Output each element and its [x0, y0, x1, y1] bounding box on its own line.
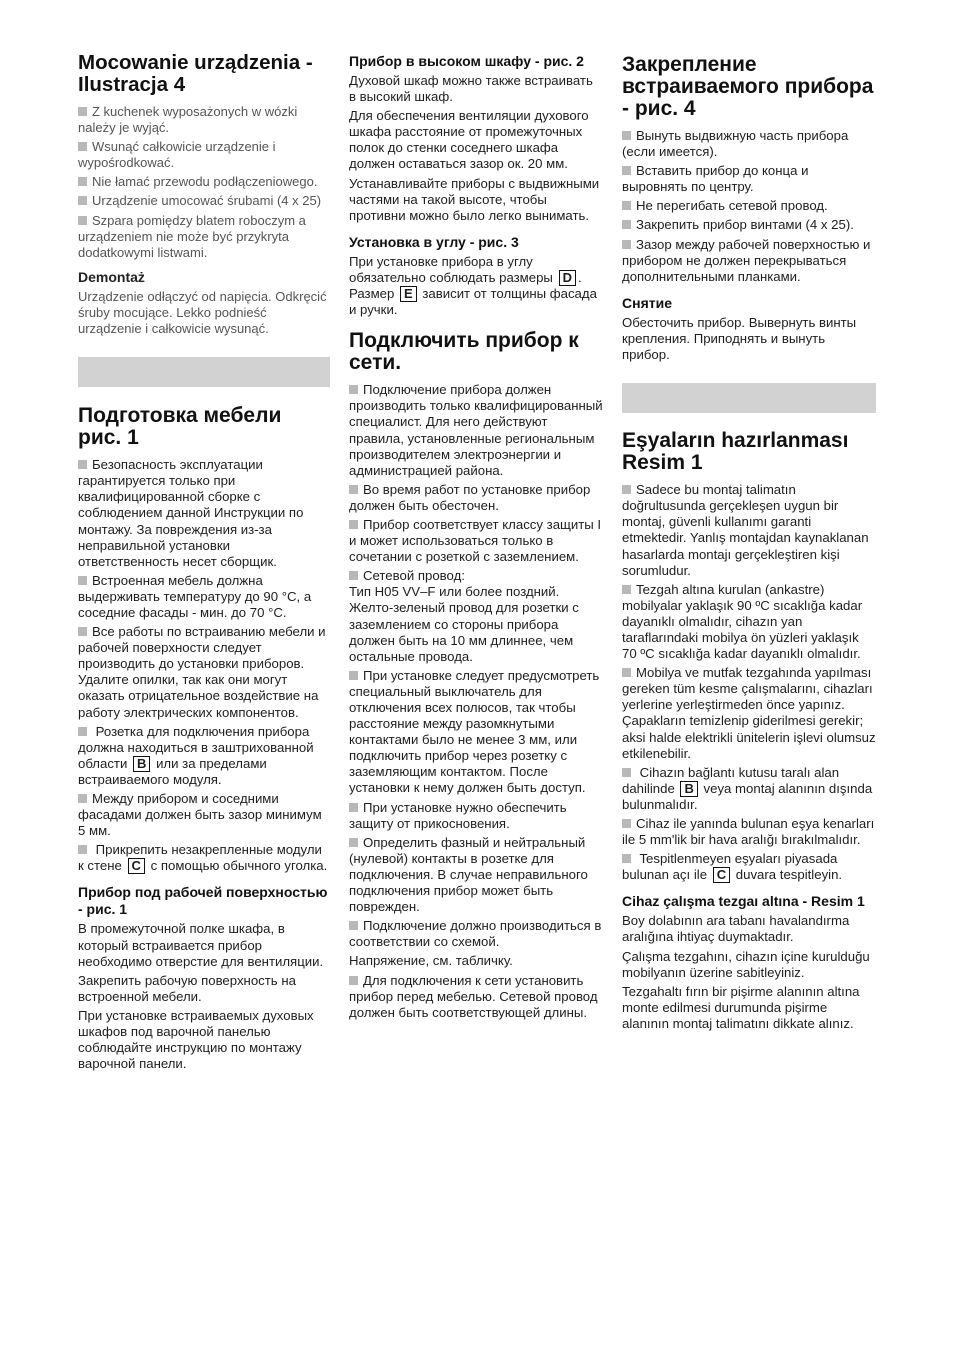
removal-text: Обесточить прибор. Вывернуть винты крепления. Приподнять и вынуть прибор.: [622, 314, 857, 363]
fixing-item-3: Не перегибать сетевой провод.: [622, 198, 876, 214]
label-box-e: E: [400, 286, 417, 302]
tr-item-2: Tezgah altına kurulan (ankastre) mobilyalar yaklaşık 90 ºC sıcaklığa kadar dayanıklı olmalıdır, cihazın yan taraflarındaki mobilya ön yüzleri yaklaşık 70 ºC sıcaklığa kadar dayanıklı olmalıdır.: [622, 582, 876, 662]
tall-cabinet-para-2: Для обеспечения вентиляции духового шкафа расстояние от промежуточных полок до стенки соседнего шкафа должен оставаться зазор ок. 20 мм.: [349, 108, 589, 172]
connect-title: Подключить прибор к сети.: [349, 329, 579, 375]
fixing-item-1: Вынуть выдвижную часть прибора (если имеется).: [622, 128, 876, 160]
ru-item6-text-b: с помощью обычного уголка.: [150, 858, 328, 874]
tall-cabinet-heading: Прибор в высоком шкафу - рис. 2: [349, 53, 584, 69]
turkish-title: Eşyaların hazırlanması Resim 1: [622, 429, 849, 475]
ru-item4-text-a: Розетка для подключения прибора должна находиться в заштрихованной области: [78, 723, 314, 771]
polish-item-2: Wsunąć całkowicie urządzenie i wypośrodkować.: [78, 139, 330, 171]
tr-under-counter-para-2: Çalışma tezgahını, cihazın içine kurulduğu mobilyanın üzerine sabitleyiniz.: [622, 948, 870, 980]
polish-item-1: Z kuchenek wyposażonych w wózki należy je wyjąć.: [78, 104, 330, 136]
tall-cabinet-para-1: Духовой шкаф можно также встраивать в высокий шкаф.: [349, 73, 593, 105]
tr-item-5: Cihaz ile yanında bulunan eşya kenarları ile 5 mm'lik bir hava aralığı bırakılmalıdır.: [622, 816, 875, 848]
ru-under-counter-heading: Прибор под рабочей поверхностью - рис. 1: [78, 884, 328, 918]
connect-item-5: При установке нужно обеспечить защиту от прикосновения.: [349, 800, 603, 832]
fixing-item-4: Закрепить прибор винтами (4 x 25).: [622, 217, 876, 233]
fixing-section: [622, 0, 876, 363]
connect-item-7: Подключение должно производиться в соответствии со схемой.: [349, 918, 602, 950]
connect-item-6: Определить фазный и нейтральный (нулевой) контакты в розетке для подключения. В случае неправильного подключения прибор может быть поврежден.: [349, 835, 603, 915]
label-box-d: D: [559, 270, 576, 286]
tr-under-counter-heading: Cihaz çalışma tezgaı altına - Resim 1: [622, 893, 865, 910]
tr-item-1: Sadece bu montaj talimatın doğrultusunda gerçekleşen uygun bir montaj, güvenli kullanımı garanti etmektedir. Yanlış montajdan kaynaklanan hasarlarda montajı gerçekleştiren kişi sorumludur.: [622, 482, 876, 579]
russian-furniture-title: Подготовка мебели рис. 1: [78, 404, 282, 450]
tr-item-3: Mobilya ve mutfak tezgahında yapılması gereken tüm kesme çalışmalarını, cihazları yerlerine yerleştirmeden önce yapınız. Çapakların temizlenip giderilmesi gerekir; aksi halde elektrikli ünitelerin işlevi olumsuz etkilenebilir.: [622, 665, 876, 761]
ru-furniture-item-2: Встроенная мебель должна выдерживать температуру до 90 °C, а соседние фасады - мин. до 70 °C.: [78, 573, 330, 621]
ru-item4-text-b: или за пределами встраиваемого модуля.: [78, 755, 267, 787]
tr-item-6: [622, 851, 876, 883]
connect-item-4: При установке следует предусмотреть специальный выключатель для отключения всех полюсов, так чтобы расстояние между разомкнутыми контактами было не менее 3 мм, или подключить прибор через розетку с заземляющим контактом. После установки к нему должен быть доступ.: [349, 668, 603, 797]
section-divider-bar: [78, 357, 330, 387]
voltage-text: Напряжение, см. табличку.: [349, 953, 513, 969]
connect-item-cord: Сетевой провод:: [349, 568, 603, 584]
ru-under-counter-para-1: В промежуточной полке шкафа, в который встраивается прибор необходимо отверстие для вентиляции.: [78, 921, 324, 969]
connect-item-8: Для подключения к сети установить прибор перед мебелью. Сетевой провод должен быть соответствующей длины.: [349, 973, 603, 1021]
polish-subheading: Demontaż: [78, 268, 145, 285]
corner-install-heading: Установка в углу - рис. 3: [349, 233, 519, 250]
connect-cord-text: Тип H05 VV–F или более поздний. Желто-зеленый провод для розетки с заземлением со стороны прибора должен быть на 10 мм длиннее, чем остальные провода.: [349, 584, 579, 664]
turkish-section: [622, 413, 876, 1032]
ru-furniture-item-4: [78, 724, 330, 788]
ru-item6-text-a: Прикрепить незакрепленные модули к стене: [78, 842, 322, 874]
ru-furniture-item-6: [78, 842, 330, 874]
tr-item4-text-a: Cihazın bağlantı kutusu taralı alan dahilinde: [622, 764, 840, 796]
column-polish-russian: [78, 0, 330, 1075]
connect-item-2: Во время работ по установке прибор должен быть обесточен.: [349, 482, 603, 514]
corner-text-a: При установке прибора в углу обязательно соблюдать размеры: [349, 253, 553, 285]
column-russian-turkish: [622, 0, 876, 1035]
section-divider-bar-2: [622, 383, 876, 413]
tr-under-counter-para-1: Boy dolabının ara tabanı havalandırma aralığına ihtiyaç duymaktadır.: [622, 913, 850, 945]
polish-item-5: Szpara pomiędzy blatem roboczym a urządzeniem nie może być przykryta dodatkowymi listwami.: [78, 213, 330, 261]
label-box-c: C: [128, 858, 145, 874]
connect-item-1: Подключение прибора должен производить только квалифицированный специалист. Для него действуют правила, установленные региональным производителем электроэнергии и администрацией района.: [349, 382, 603, 478]
tall-cabinet-para-3: Устанавливайте приборы с выдвижными частями на такой высоте, чтобы противни можно было легко вынимать.: [349, 175, 600, 223]
polish-title: Mocowanie urządzenia - Ilustracja 4: [78, 51, 313, 96]
russian-furniture-section: [78, 387, 330, 1072]
tr-label-box-c: C: [713, 867, 730, 883]
corner-text-b: . Размер: [349, 269, 582, 302]
fixing-item-2: Вставить прибор до конца и выровнять по центру.: [622, 163, 876, 195]
tr-item6-text-b: duvara tespitleyin.: [735, 867, 843, 883]
ru-under-counter-para-2: Закрепить рабочую поверхность на встроенной мебели.: [78, 972, 296, 1004]
tr-item6-text-a: Tespitlenmeyen eşyaları piyasada bulunan açı ile: [622, 851, 838, 883]
polish-item-4: Urządzenie umocować śrubami (4 x 25): [78, 193, 330, 209]
label-box-b: B: [133, 756, 150, 772]
removal-heading: Снятие: [622, 294, 672, 311]
tr-under-counter-para-3: Tezgahaltı fırın bir pişirme alanının altına monte edilmesi durumunda pişirme alanının montaj talimatını dikkate alınız.: [622, 983, 860, 1031]
ru-furniture-item-1: Безопасность эксплуатации гарантируется только при квалифицированной сборке с соблюдением данной Инструкции по монтажу. За повреждения из-за неправильной установки ответственность несет сборщик.: [78, 457, 330, 570]
fixing-item-5: Зазор между рабочей поверхностью и прибором не должен перекрываться дополнительными планками.: [622, 237, 876, 285]
connect-item-3: Прибор соответствует классу защиты I и может использоваться только в сочетании с розеткой с заземлением.: [349, 516, 602, 565]
polish-section: [78, 0, 330, 337]
tr-label-box-b: B: [680, 781, 697, 797]
tr-item-4: [622, 765, 876, 813]
polish-sub-text: Urządzenie odłączyć od napięcia. Odkręcić śruby mocujące. Lekko podnieść urządzenie i całkowicie wysunąć.: [78, 288, 327, 337]
tr-item4-text-b: veya montaj alanının dışında bulunmalıdır.: [622, 780, 873, 812]
corner-install-para: [349, 254, 603, 318]
column-russian-install: [349, 0, 603, 1024]
ru-furniture-item-3: Все работы по встраиванию мебели и рабочей поверхности следует производить до установки приборов. Удалите опилки, так как они могут оказать отрицательное воздействие на работу электрических компонентов.: [78, 624, 330, 721]
ru-furniture-item-5: Между прибором и соседними фасадами должен быть зазор минимум 5 мм.: [78, 791, 330, 839]
fixing-title: Закрепление встраиваемого прибора - рис. 4: [622, 53, 874, 120]
ru-under-counter-para-3: При установке встраиваемых духовых шкафов под варочной панелью соблюдайте инструкцию по монтажу варочной панели.: [78, 1007, 314, 1072]
corner-text-c: зависит от толщины фасада и ручки.: [349, 286, 597, 318]
polish-item-3: Nie łamać przewodu podłączeniowego.: [78, 174, 330, 190]
